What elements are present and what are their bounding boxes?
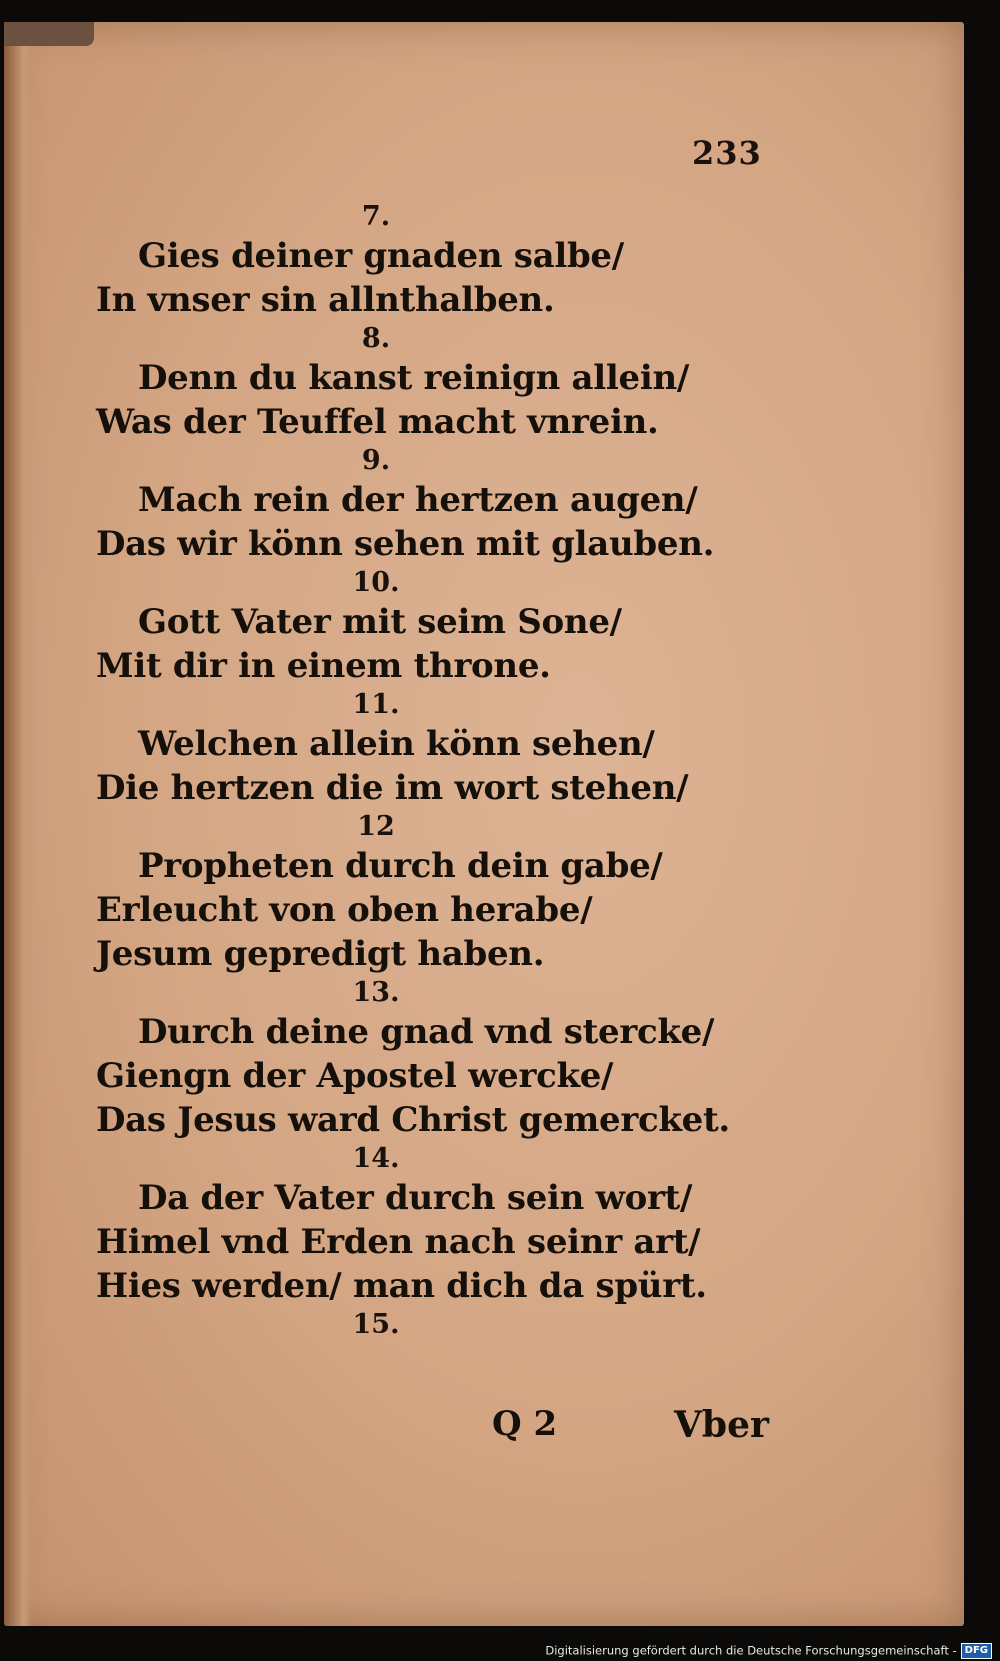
page-edge-shadow bbox=[4, 22, 32, 1626]
stanza-number: 7. bbox=[361, 201, 391, 232]
stanza-number: 12 bbox=[357, 811, 395, 842]
stanza-number: 13. bbox=[352, 977, 400, 1008]
verse-line: Die hertzen die im wort stehen/ bbox=[96, 768, 689, 808]
page-number: 233 bbox=[692, 134, 762, 172]
binding-fragment bbox=[4, 22, 94, 46]
verse-line: Erleucht von oben herabe/ bbox=[96, 890, 593, 930]
digitization-credit bbox=[545, 1643, 992, 1659]
hymn-text-block bbox=[96, 200, 796, 1342]
verse-line: Durch deine gnad vnd stercke/ bbox=[138, 1012, 715, 1052]
stanza-number: 14. bbox=[352, 1143, 400, 1174]
signature-mark: Q 2 bbox=[492, 1404, 558, 1444]
verse-line: Denn du kanst reinign allein/ bbox=[138, 358, 689, 398]
verse-line: Welchen allein könn sehen/ bbox=[138, 724, 655, 764]
stanza-number: 9. bbox=[361, 445, 391, 476]
dfg-logo-icon: DFG bbox=[961, 1643, 992, 1659]
verse-line: Propheten durch dein gabe/ bbox=[138, 846, 663, 886]
verse-line: Jesum gepredigt haben. bbox=[96, 934, 545, 974]
verse-line: Da der Vater durch sein wort/ bbox=[138, 1178, 693, 1218]
stanza-number: 11. bbox=[352, 689, 400, 720]
verse-line: Was der Teuffel macht vnrein. bbox=[96, 402, 659, 442]
verse-line: Gies deiner gnaden salbe/ bbox=[138, 236, 624, 276]
verse-line: Das wir könn sehen mit glauben. bbox=[96, 524, 715, 564]
stanza-number: 8. bbox=[361, 323, 391, 354]
book-page bbox=[4, 22, 964, 1626]
verse-line: Das Jesus ward Christ gemercket. bbox=[96, 1100, 730, 1140]
verse-line: In vnser sin allnthalben. bbox=[96, 280, 555, 320]
verse-line: Mit dir in einem throne. bbox=[96, 646, 551, 686]
verse-line: Gott Vater mit seim Sone/ bbox=[138, 602, 622, 642]
credit-text: Digitalisierung gefördert durch die Deutsche Forschungsgemeinschaft - bbox=[545, 1643, 957, 1658]
verse-line: Hies werden/ man dich da spürt. bbox=[96, 1266, 707, 1306]
verse-line: Mach rein der hertzen augen/ bbox=[138, 480, 698, 520]
verse-line: Himel vnd Erden nach seinr art/ bbox=[96, 1222, 701, 1262]
stanza-number: 15. bbox=[352, 1309, 400, 1340]
catchword: Vber bbox=[674, 1404, 769, 1446]
stanza-number: 10. bbox=[352, 567, 400, 598]
digitization-credit-bar bbox=[0, 1641, 1000, 1661]
verse-line: Giengn der Apostel wercke/ bbox=[96, 1056, 614, 1096]
page-footer bbox=[484, 1404, 784, 1454]
